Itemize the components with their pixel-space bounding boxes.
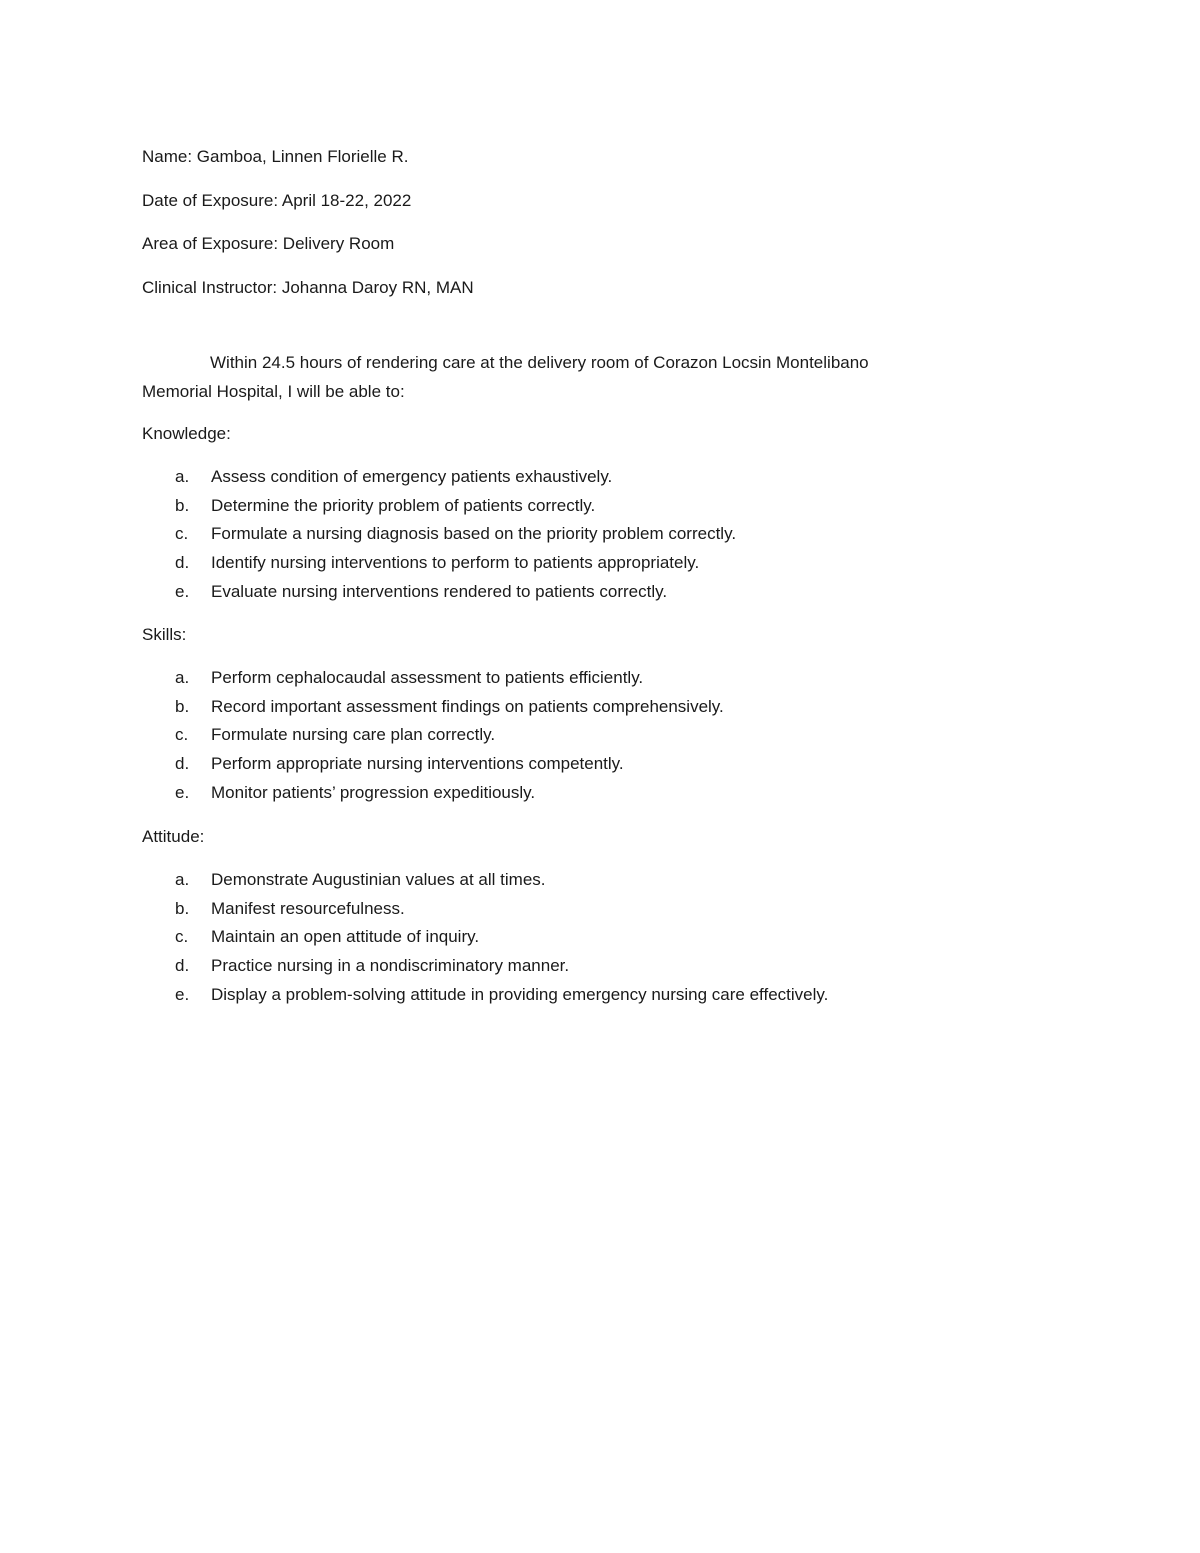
- list-marker: d.: [175, 553, 190, 573]
- list-item-text: Maintain an open attitude of inquiry.: [211, 927, 480, 947]
- skills-heading: Skills:: [142, 625, 187, 644]
- list-item-text: Determine the priority problem of patients correctly.: [211, 495, 596, 515]
- list-item: [142, 463, 736, 492]
- list-item-text: Display a problem-solving attitude in providing emergency nursing care effectively.: [211, 984, 829, 1004]
- list-item-text: Assess condition of emergency patients exhaustively.: [211, 467, 613, 486]
- list-item: [142, 549, 736, 578]
- list-item: [142, 721, 724, 750]
- list-item: [142, 492, 736, 521]
- list-item-text: Record important assessment findings on patients comprehensively.: [211, 696, 724, 716]
- list-item-text: Evaluate nursing interventions rendered to patients correctly.: [211, 581, 668, 601]
- list-marker: d.: [175, 956, 190, 976]
- student-name: Name: Gamboa, Linnen Florielle R.: [142, 147, 409, 166]
- list-item-text: Perform appropriate nursing interventions competently.: [211, 754, 624, 774]
- list-item-text: Perform cephalocaudal assessment to patients efficiently.: [211, 668, 644, 687]
- list-item: [142, 923, 828, 952]
- attitude-heading: Attitude:: [142, 827, 205, 846]
- clinical-instructor: Clinical Instructor: Johanna Daroy RN, MAN: [142, 278, 474, 297]
- list-marker: b.: [175, 495, 190, 515]
- list-item: [142, 895, 828, 924]
- list-marker: e.: [175, 581, 190, 601]
- list-item: [142, 693, 724, 722]
- list-item-text: Formulate a nursing diagnosis based on the priority problem correctly.: [211, 524, 737, 544]
- list-item-text: Practice nursing in a nondiscriminatory manner.: [211, 956, 570, 976]
- list-marker: c.: [175, 524, 189, 544]
- list-marker: a.: [175, 870, 190, 889]
- list-marker: e.: [175, 782, 190, 802]
- list-item: [142, 578, 736, 607]
- knowledge-heading: Knowledge:: [142, 424, 231, 443]
- list-marker: d.: [175, 754, 190, 774]
- list-item-text: Manifest resourcefulness.: [211, 898, 405, 918]
- list-marker: a.: [175, 668, 190, 687]
- list-item-text: Identify nursing interventions to perform to patients appropriately.: [211, 553, 700, 573]
- list-marker: b.: [175, 696, 190, 716]
- list-marker: c.: [175, 927, 189, 947]
- list-marker: e.: [175, 984, 190, 1004]
- list-item: [142, 866, 828, 895]
- list-item: [142, 520, 736, 549]
- attitude-list: [142, 866, 828, 1009]
- intro-line-1: Within 24.5 hours of rendering care at the delivery room of Corazon Locsin Montelibano: [210, 353, 869, 372]
- skills-list: [142, 664, 724, 807]
- list-item: [142, 952, 828, 981]
- list-item-text: Formulate nursing care plan correctly.: [211, 725, 496, 745]
- exposure-date: Date of Exposure: April 18-22, 2022: [142, 191, 412, 210]
- list-item: [142, 750, 724, 779]
- list-item-text: Demonstrate Augustinian values at all times.: [211, 870, 546, 889]
- list-marker: b.: [175, 898, 190, 918]
- exposure-area: Area of Exposure: Delivery Room: [142, 234, 395, 253]
- knowledge-list: [142, 463, 736, 606]
- intro-line-2: Memorial Hospital, I will be able to:: [142, 382, 405, 401]
- intro-paragraph: [142, 348, 1022, 406]
- list-item: [142, 664, 724, 693]
- list-item: [142, 981, 828, 1010]
- list-item-text: Monitor patients’ progression expeditiously.: [211, 782, 536, 802]
- list-item: [142, 779, 724, 808]
- list-marker: a.: [175, 467, 190, 486]
- list-marker: c.: [175, 725, 189, 745]
